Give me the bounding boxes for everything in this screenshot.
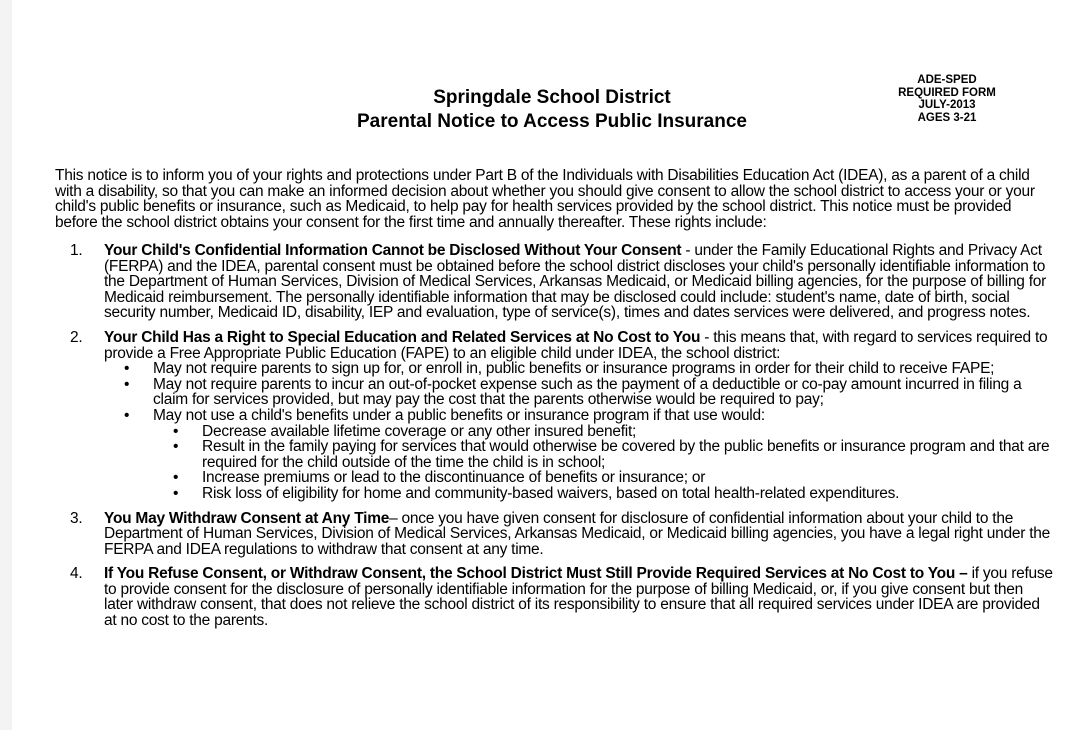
right-item <box>55 566 1055 628</box>
right-text: – once you have given consent for disclosure of confidential information about your child to the Department of Human Services, Division of Medical Services, Arkansas Medicaid, or Medicaid billing agencies, you have a legal right under the FERPA and IDEA regulations to withdraw that consent at any time. <box>104 509 1051 558</box>
right-number: 4. <box>70 565 83 583</box>
page-header <box>12 0 1085 160</box>
bullet-list <box>104 361 1055 501</box>
right-heading: If You Refuse Consent, or Withdraw Consent, the School District Must Still Provide Required Services at No Cost to You – <box>104 565 968 583</box>
title-block <box>262 86 842 134</box>
bullet-glyph: • <box>124 375 130 393</box>
right-number: 3. <box>70 509 83 527</box>
intro-paragraph: This notice is to inform you of your rights and protections under Part B of the Individuals with Disabilities Education Act (IDEA), as a parent of a child with a disability, so that you can make an informed decision about whether you should give consent to allow the school district to access your or your child's public benefits or insurance, such as Medicaid, to help pay for health services provided by the school district. This notice must be provided before the school district obtains your consent for the first time and annually thereafter. These rights include: <box>55 167 1035 231</box>
right-number: 1. <box>70 242 83 259</box>
notice-title: Parental Notice to Access Public Insurance <box>357 111 747 132</box>
sub-bullet-item <box>153 470 1055 486</box>
right-item <box>55 243 1055 321</box>
bullet-text: May not require parents to sign up for, or enroll in, public benefits or insurance programs in order for their child to receive FAPE; <box>153 360 995 378</box>
bullet-glyph: • <box>173 422 179 440</box>
bullet-glyph: • <box>124 360 130 378</box>
right-item <box>55 511 1055 558</box>
form-meta-line: REQUIRED FORM <box>898 86 996 99</box>
right-heading: You May Withdraw Consent at Any Time <box>104 509 390 527</box>
form-meta-line: JULY-2013 <box>918 99 976 111</box>
form-meta <box>882 74 1012 124</box>
bullet-item <box>104 377 1055 408</box>
right-text: if you refuse to provide consent for the disclosure of personally identifiable information for the purpose of billing Medicaid, or, if you give consent but then later withdraw consent, that does not relieve the school district of its responsibility to ensure that all required services under IDEA are provided at no cost to the parents. <box>104 565 1053 630</box>
sub-bullet-item <box>153 486 1055 502</box>
sub-bullet-text: Result in the family paying for services that would otherwise be covered by the public benefits or insurance program and that are required for the child outside of the time the child is in school; <box>202 438 1050 471</box>
bullet-glyph: • <box>124 406 130 424</box>
right-heading: Your Child's Confidential Information Cannot be Disclosed Without Your Consent <box>104 242 682 259</box>
right-heading: Your Child Has a Right to Special Education and Related Services at No Cost to You <box>104 328 701 346</box>
form-meta-line: ADE-SPED <box>917 74 977 86</box>
right-number: 2. <box>70 328 83 346</box>
sub-bullet-text: Decrease available lifetime coverage or any other insured benefit; <box>202 422 637 440</box>
bullet-text: May not use a child's benefits under a public benefits or insurance program if that use would: <box>153 406 765 424</box>
form-meta-line: AGES 3-21 <box>917 111 977 124</box>
sub-bullet-text: Increase premiums or lead to the discontinuance of benefits or insurance; or <box>202 469 706 487</box>
sub-bullet-item <box>153 439 1055 470</box>
right-text: - under the Family Educational Rights and Privacy Act (FERPA) and the IDEA, parental consent must be obtained before the school district discloses your child's personally identifiable information to the Department of Human Services, Division of Medical Services, Arkansas Medicaid, or Medicaid billing agencies, for the purpose of billing for Medicaid reimbursement. The personally identifiable information that may be disclosed could include: student's name, date of birth, social security number, Medicaid ID, disability, IEP and evaluation, type of service(s), times and dates services were delivered, and progress notes. <box>104 242 1047 322</box>
bullet-item <box>104 361 1055 377</box>
right-text: - this means that, with regard to services required to provide a Free Appropriate Public Education (FAPE) to an eligible child under IDEA, the school district: <box>104 328 1048 362</box>
bullet-item <box>104 408 1055 502</box>
document-page <box>12 0 1085 730</box>
rights-list <box>55 243 1055 638</box>
bullet-glyph: • <box>173 438 179 456</box>
bullet-glyph: • <box>173 484 179 502</box>
sub-bullet-text: Risk loss of eligibility for home and community-based waivers, based on total health-related expenditures. <box>202 484 900 502</box>
right-item <box>55 330 1055 502</box>
bullet-text: May not require parents to incur an out-of-pocket expense such as the payment of a deductible or co-pay amount incurred in filing a claim for services provided, but may pay the cost that the parents otherwise would be required to pay; <box>153 375 1022 409</box>
bullet-glyph: • <box>173 469 179 487</box>
sub-bullet-item <box>153 424 1055 440</box>
district-name: Springdale School District <box>433 87 671 108</box>
sub-bullet-list <box>153 424 1055 502</box>
